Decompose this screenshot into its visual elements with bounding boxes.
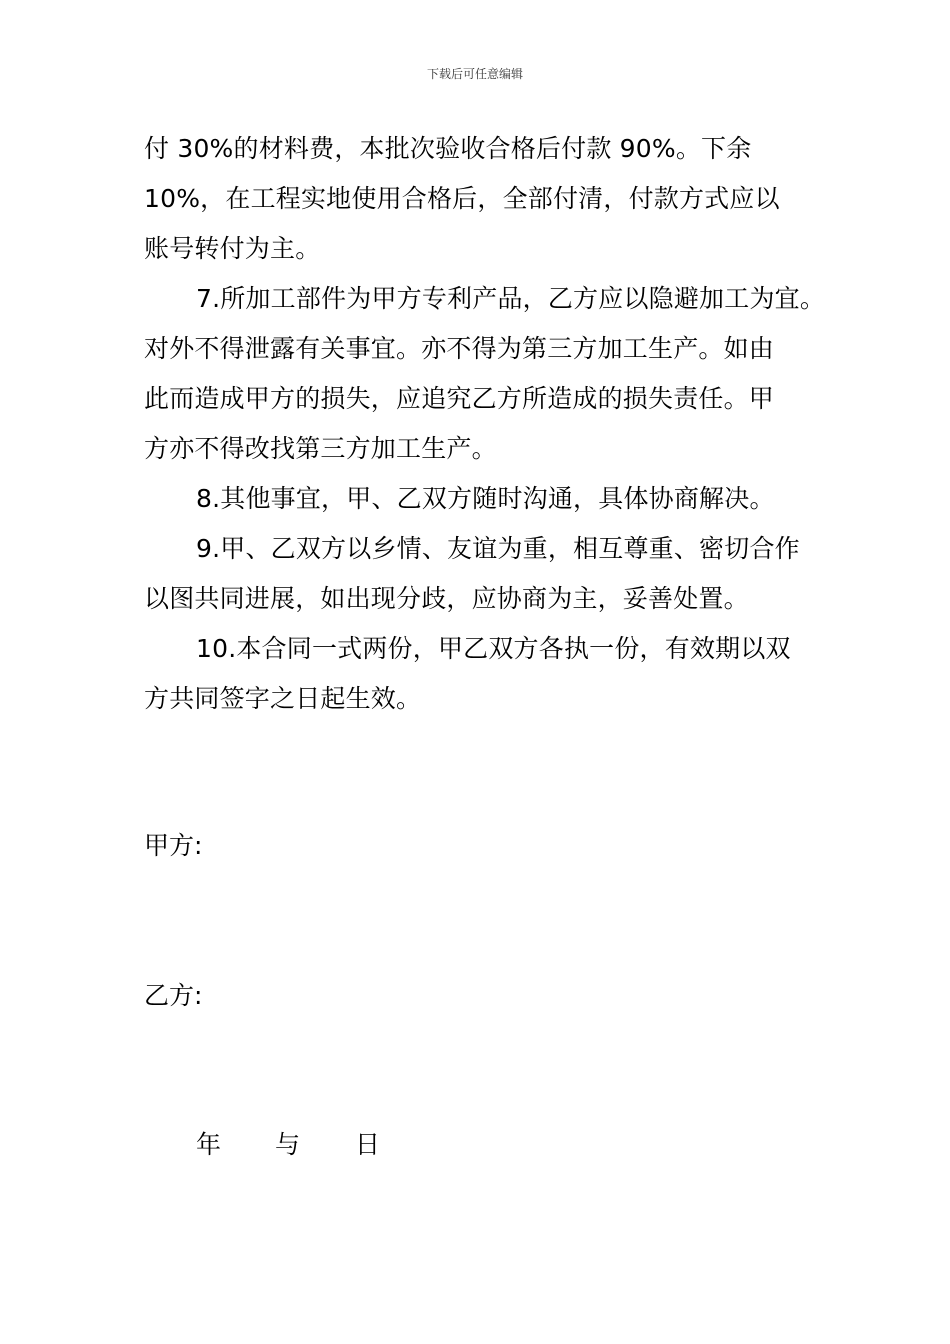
paragraph-payment-terms bbox=[144, 124, 820, 274]
page-header: 下载后可任意编辑 bbox=[426, 67, 523, 81]
clause-8-other-matters bbox=[144, 474, 820, 524]
text-line: 方亦不得改找第三方加工生产。 bbox=[144, 434, 497, 463]
text-line: 10.本合同一式两份，甲乙双方各执一份，有效期以双 bbox=[196, 634, 791, 663]
signing-date bbox=[196, 1130, 380, 1160]
text-line: 8.其他事宜，甲、乙双方随时沟通，具体协商解决。 bbox=[196, 484, 775, 513]
text-line: 7.所加工部件为甲方专利产品，乙方应以隐避加工为宜。 bbox=[196, 284, 826, 313]
party-a-signature-label: 甲方: bbox=[144, 831, 203, 860]
contract-body bbox=[144, 124, 826, 724]
date-year-label: 年 bbox=[196, 1130, 222, 1159]
clause-10-copies-validity bbox=[144, 624, 820, 724]
text-line: 9.甲、乙双方以乡情、友谊为重，相互尊重、密切合作 bbox=[196, 534, 800, 563]
text-line: 方共同签字之日起生效。 bbox=[144, 684, 422, 713]
text-line: 10%，在工程实地使用合格后，全部付清，付款方式应以 bbox=[144, 184, 780, 213]
party-b-signature-label: 乙方: bbox=[144, 981, 203, 1010]
text-line: 以图共同进展，如出现分歧，应协商为主，妥善处置。 bbox=[144, 584, 749, 613]
clause-7-confidentiality bbox=[144, 274, 826, 474]
text-line: 付 30%的材料费，本批次验收合格后付款 90%。下余 bbox=[144, 134, 752, 163]
date-month-label: 与 bbox=[275, 1130, 301, 1159]
text-line: 账号转付为主。 bbox=[144, 234, 321, 263]
clause-9-cooperation bbox=[144, 524, 820, 624]
date-day-label: 日 bbox=[355, 1130, 381, 1159]
text-line: 此而造成甲方的损失，应追究乙方所造成的损失责任。甲 bbox=[144, 384, 775, 413]
text-line: 对外不得泄露有关事宜。亦不得为第三方加工生产。如由 bbox=[144, 334, 775, 363]
